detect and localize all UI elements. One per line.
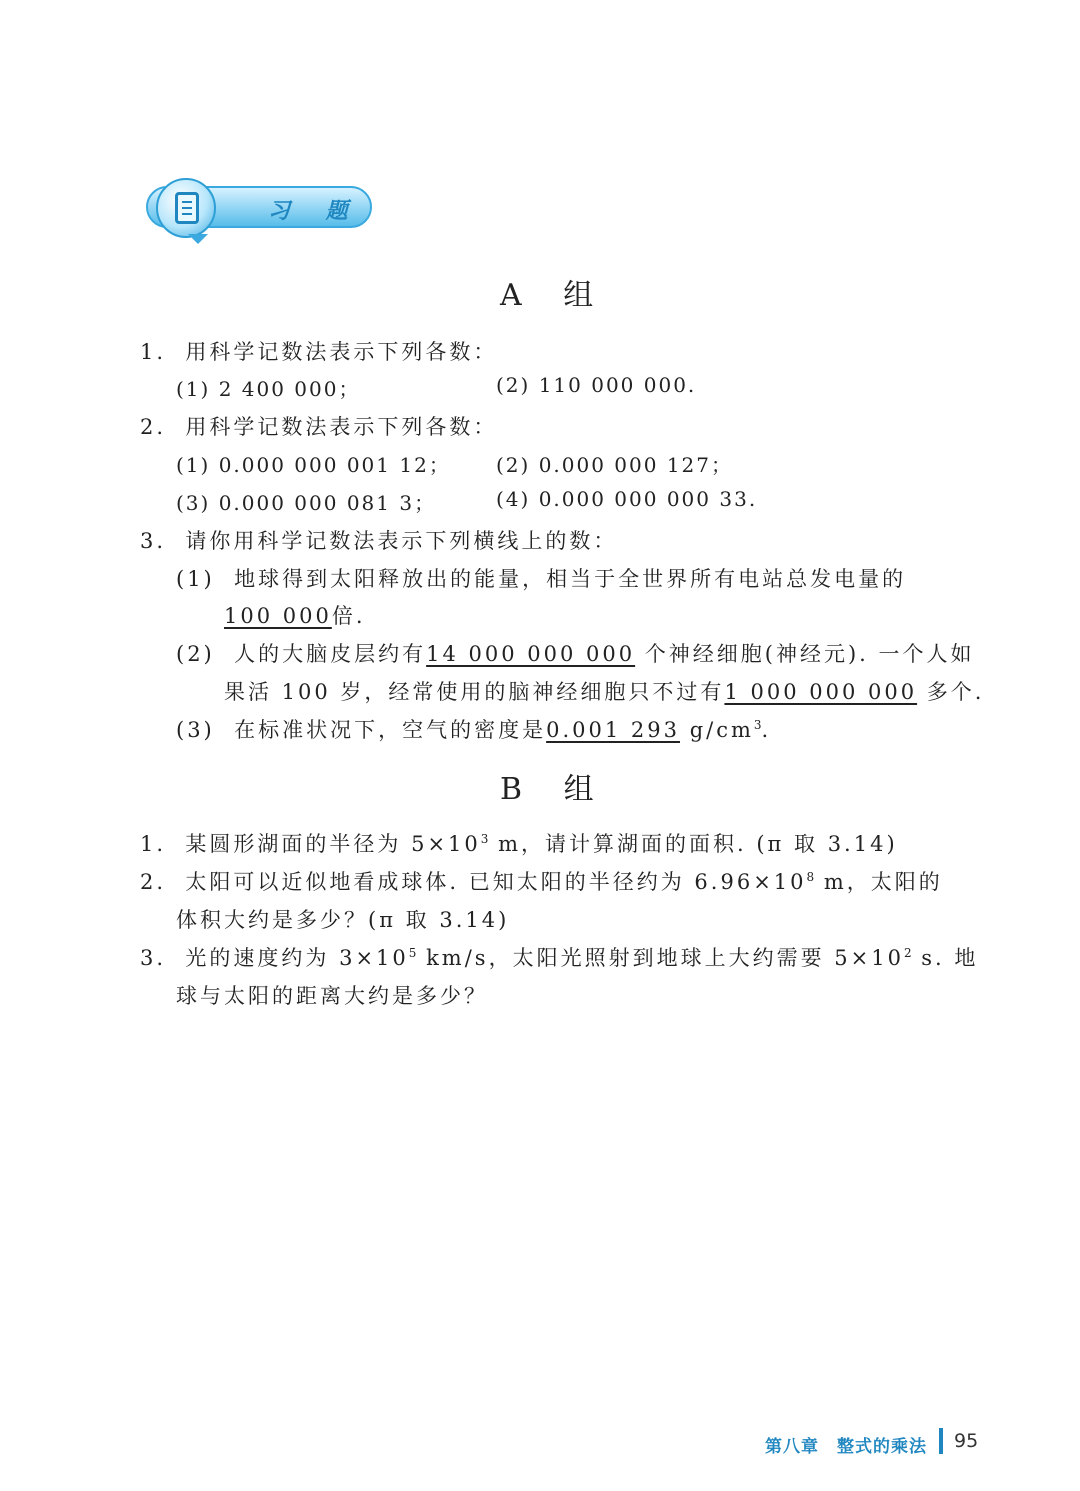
b-q2-line1 (140, 866, 943, 896)
question-text: m，太阳的 (814, 870, 943, 894)
question-text: m，请计算湖面的面积. (π 取 3.14) (488, 832, 898, 856)
group-a-heading: A 组 (500, 278, 610, 313)
footer-divider (939, 1428, 943, 1454)
a-q2 (140, 411, 497, 441)
underlined-number: 0.001 293 (546, 718, 680, 742)
superscript: 3 (753, 718, 762, 732)
question-text: 某圆形湖面的半径为 5×10 (185, 832, 481, 856)
underlined-number: 14 000 000 000 (426, 642, 636, 666)
a-q2-part3: (3) 0.000 000 081 3； (176, 491, 437, 515)
notepad-icon (175, 192, 199, 224)
sub-text: 在标准状况下，空气的密度是 (234, 718, 547, 742)
underlined-number: 100 000 (224, 604, 332, 628)
a-q2-part4: (4) 0.000 000 000 33. (496, 487, 758, 511)
banner-circle (156, 178, 216, 238)
banner-pointer-icon (188, 234, 208, 244)
sub-text: 果活 100 岁，经常使用的脑神经细胞只不过有 (224, 680, 725, 704)
question-text: 请你用科学记数法表示下列横线上的数： (185, 529, 618, 553)
superscript: 5 (408, 946, 417, 960)
superscript: 8 (806, 870, 815, 884)
a-q1 (140, 336, 497, 366)
sub-label: (1) (176, 567, 215, 591)
question-number: 2. (140, 415, 167, 439)
question-text: 光的速度约为 3×10 (185, 946, 409, 970)
group-b-heading: B 组 (500, 772, 610, 807)
b-q3-line1 (140, 942, 978, 972)
b-q3-line2: 球与太阳的距离大约是多少？ (176, 984, 488, 1008)
a-q3-sub3 (176, 714, 771, 744)
sub-text: 个神经细胞(神经元). 一个人如 (644, 642, 975, 666)
superscript: 2 (903, 946, 912, 960)
a-q2-part1: (1) 0.000 000 001 12； (176, 453, 451, 477)
a-q1-part1: (1) 2 400 000； (176, 377, 361, 401)
question-number: 3. (140, 529, 167, 553)
a-q3-sub1-line2 (224, 600, 366, 630)
question-text: 用科学记数法表示下列各数： (185, 340, 498, 364)
sub-label: (2) (176, 642, 215, 666)
a-q2-part2: (2) 0.000 000 127； (496, 453, 734, 477)
sub-text: . (761, 718, 772, 742)
sub-text: 倍. (331, 604, 366, 628)
sub-text: 人的大脑皮层约有 (234, 642, 427, 666)
question-number: 3. (140, 946, 167, 970)
question-text: km/s，太阳光照射到地球上大约需要 5×10 (416, 946, 904, 970)
a-q3-sub2-line2 (224, 676, 984, 706)
exercise-banner (136, 178, 376, 244)
banner-title: 习 题 (268, 199, 362, 224)
underlined-number: 1 000 000 000 (724, 680, 918, 704)
sub-text: 地球得到太阳释放出的能量，相当于全世界所有电站总发电量的 (234, 567, 907, 591)
a-q3-sub2-line1 (176, 638, 975, 668)
chapter-title: 第八章 整式的乘法 (765, 1437, 927, 1457)
page-number: 95 (954, 1430, 979, 1452)
a-q3-sub1-line1 (176, 563, 906, 593)
b-q2-line2: 体积大约是多少？(π 取 3.14) (176, 908, 510, 932)
question-text: 用科学记数法表示下列各数： (185, 415, 498, 439)
question-number: 1. (140, 832, 167, 856)
sub-label: (3) (176, 718, 215, 742)
a-q1-part2: (2) 110 000 000. (496, 373, 697, 397)
question-text: s. 地 (911, 946, 979, 970)
unit-text: g/cm (689, 718, 754, 742)
sub-text: 多个. (926, 680, 985, 704)
a-q3 (140, 525, 617, 555)
question-number: 1. (140, 340, 167, 364)
question-text: 太阳可以近似地看成球体. 已知太阳的半径约为 6.96×10 (185, 870, 807, 894)
superscript: 3 (480, 832, 489, 846)
b-q1 (140, 828, 898, 858)
question-number: 2. (140, 870, 167, 894)
